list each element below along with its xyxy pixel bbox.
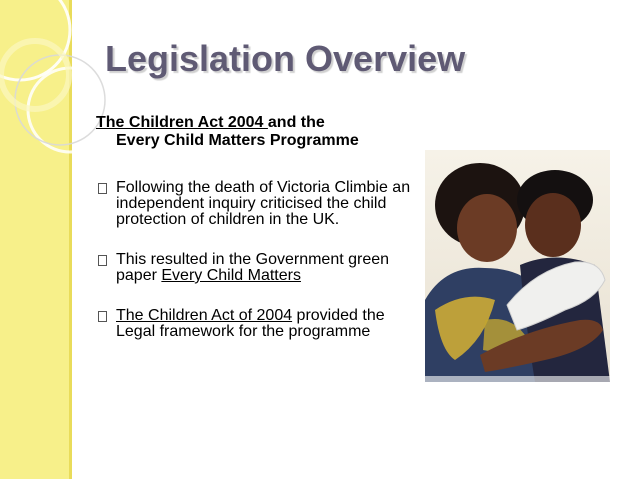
photo-illustration	[425, 150, 610, 382]
bullet-text: provided the Legal framework for the programme	[116, 307, 385, 340]
photo	[425, 150, 610, 382]
section-subheading	[96, 114, 426, 150]
subheading-line1-rest: and the	[267, 114, 325, 131]
subheading-line2: Every Child Matters Programme	[116, 132, 359, 149]
every-child-matters-link[interactable]: Every Child Matters	[161, 267, 301, 284]
bullet-item-3	[96, 308, 416, 340]
subheading-underlined: The Children Act 2004	[96, 114, 268, 131]
bullet-list	[96, 180, 416, 364]
bullet-text: Following the death of Victoria Climbie an independent inquiry criticised the child protection of children in the UK.	[116, 179, 411, 228]
bullet-item-1	[96, 180, 416, 228]
page-title: Legislation Overview	[105, 38, 466, 79]
bullet-item-2	[96, 252, 416, 284]
bullet-box-icon	[98, 183, 107, 194]
children-act-link[interactable]: The Children Act of 2004	[116, 307, 293, 324]
bullet-box-icon	[98, 255, 107, 266]
bullet-text: This resulted in the Government green paper	[116, 251, 390, 284]
bullet-box-icon	[98, 311, 107, 322]
